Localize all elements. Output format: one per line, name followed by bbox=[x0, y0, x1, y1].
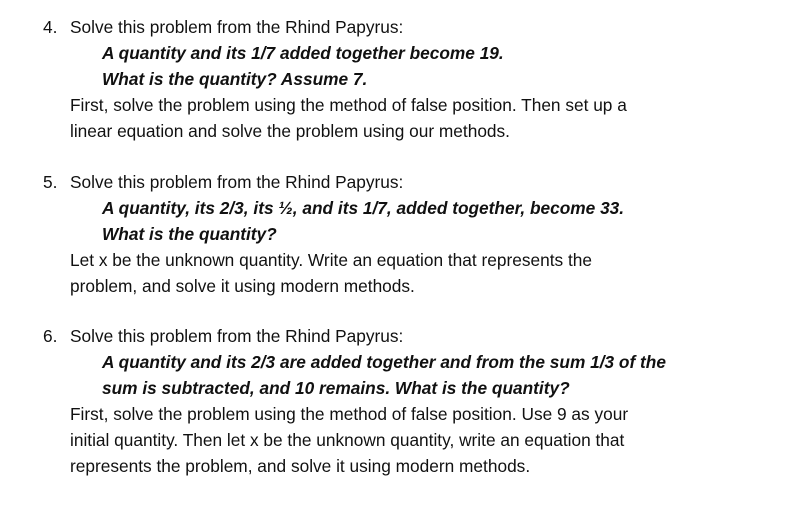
instruction-line: represents the problem, and solve it using modern methods. bbox=[70, 456, 531, 476]
papyrus-quote-line: A quantity, its 2/3, its ½, and its 1/7, added together, become 33. bbox=[102, 198, 625, 218]
problem-number: 5. bbox=[43, 172, 58, 192]
problem-heading: Solve this problem from the Rhind Papyrus: bbox=[70, 326, 404, 346]
problem-heading: Solve this problem from the Rhind Papyrus: bbox=[70, 17, 404, 37]
papyrus-quote-line: sum is subtracted, and 10 remains. What is the quantity? bbox=[102, 378, 570, 398]
papyrus-quote-line: What is the quantity? Assume 7. bbox=[102, 69, 368, 89]
instruction-line: First, solve the problem using the method of false position. Then set up a bbox=[70, 95, 627, 115]
instruction-line: Let x be the unknown quantity. Write an equation that represents the bbox=[70, 250, 592, 270]
papyrus-quote-line: What is the quantity? bbox=[102, 224, 277, 244]
papyrus-quote-line: A quantity and its 1/7 added together become 19. bbox=[102, 43, 504, 63]
instruction-line: problem, and solve it using modern methods. bbox=[70, 276, 415, 296]
problem-number: 6. bbox=[43, 326, 58, 346]
problem-number: 4. bbox=[43, 17, 58, 37]
problem-heading: Solve this problem from the Rhind Papyrus: bbox=[70, 172, 404, 192]
instruction-line: linear equation and solve the problem using our methods. bbox=[70, 121, 510, 141]
instruction-line: initial quantity. Then let x be the unknown quantity, write an equation that bbox=[70, 430, 625, 450]
instruction-line: First, solve the problem using the method of false position. Use 9 as your bbox=[70, 404, 629, 424]
papyrus-quote-line: A quantity and its 2/3 are added together and from the sum 1/3 of the bbox=[102, 352, 666, 372]
